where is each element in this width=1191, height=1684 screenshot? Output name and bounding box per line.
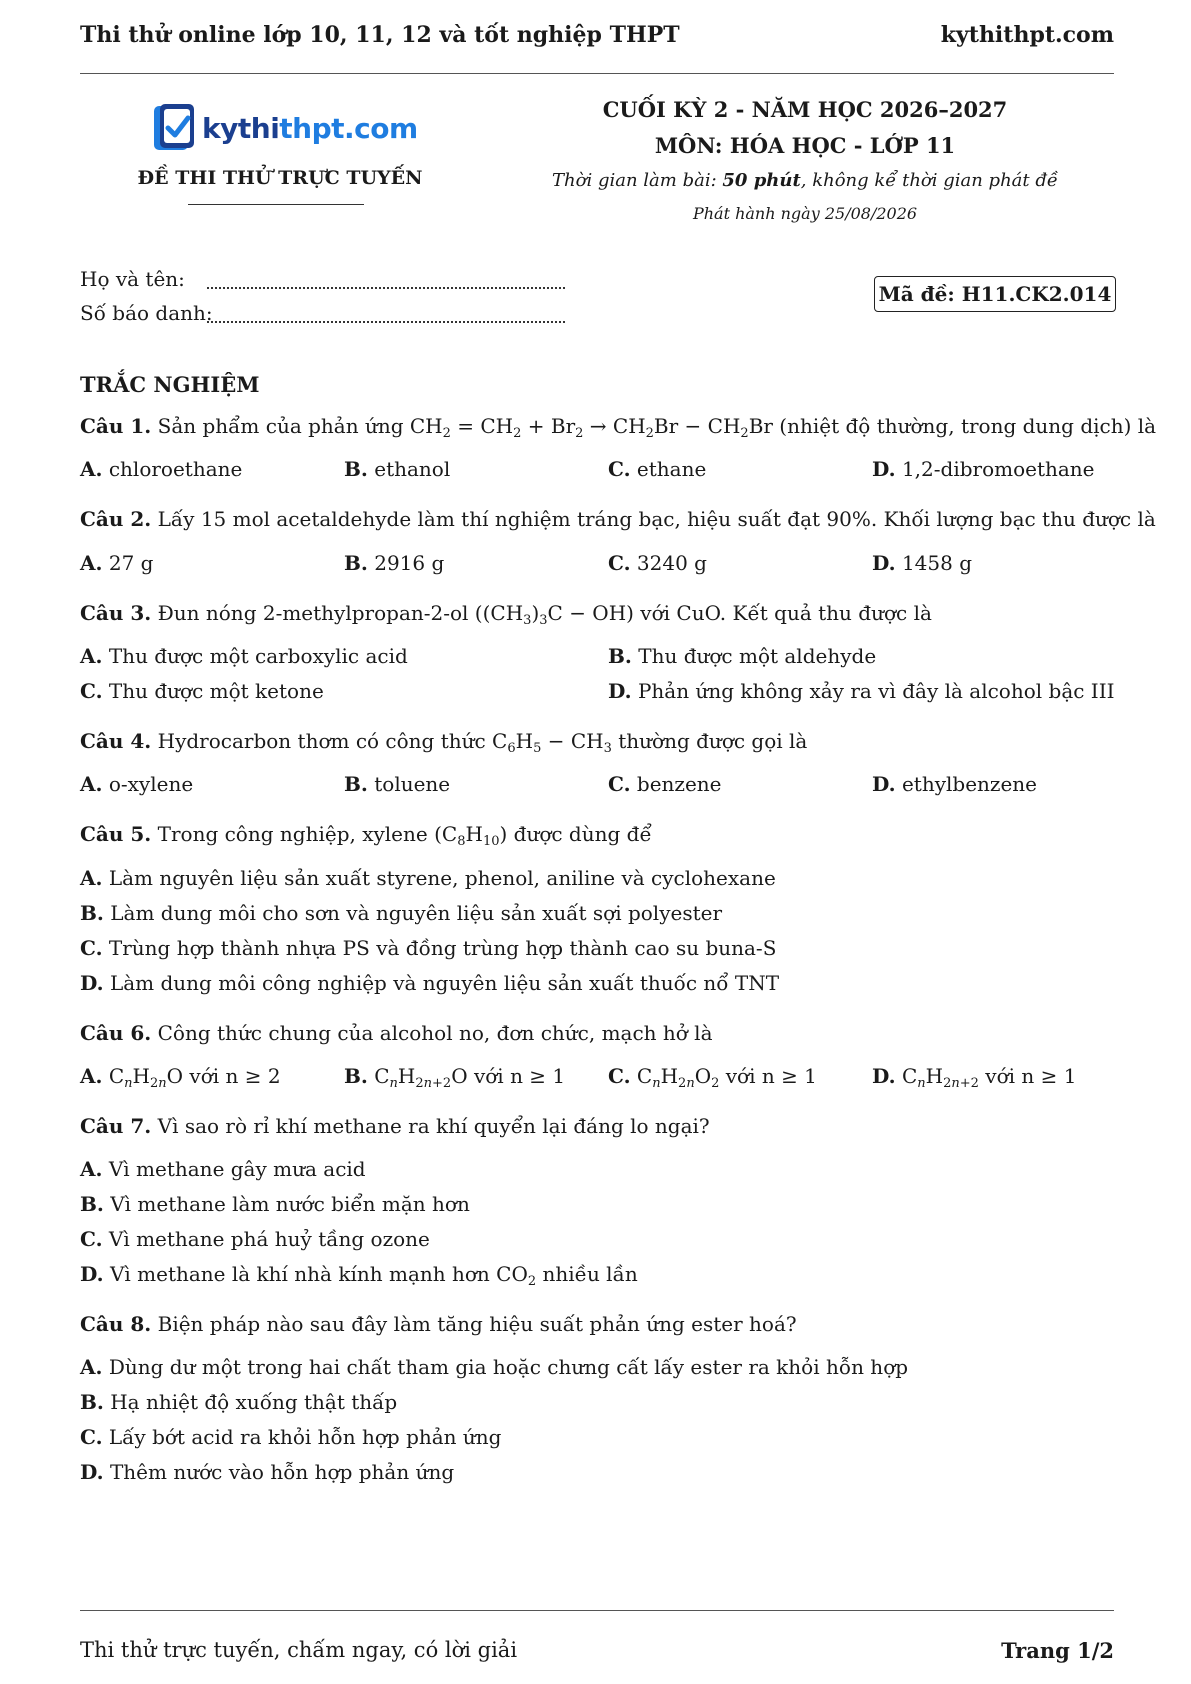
q1-option-b[interactable]: B. ethanol (344, 457, 451, 481)
subtitle-underline (188, 204, 364, 205)
q4-option-a[interactable]: A. o-xylene (80, 772, 194, 796)
exam-subject: MÔN: HÓA HỌC - LỚP 11 (654, 133, 956, 158)
id-label: Số báo danh: (80, 301, 213, 325)
check-document-icon (150, 102, 200, 156)
exam-time: Thời gian làm bài: 50 phút, không kể thời gian phát đề (552, 170, 1058, 191)
header-rule (80, 73, 1114, 74)
question-4: Câu 4. Hydrocarbon thơm có công thức $C_6H_5 - CH_3$ thường được gọi là (80, 729, 808, 756)
q2-option-b[interactable]: B. 2916 g (344, 551, 445, 575)
q7-option-d[interactable]: D. Vì methane là khí nhà kính mạnh hơn $CO_2$ nhiều lần (80, 1262, 638, 1289)
question-7: Câu 7. Vì sao rò rỉ khí methane ra khí quyển lại đáng lo ngại? (80, 1114, 710, 1138)
q4-option-c[interactable]: C. benzene (608, 772, 722, 796)
q8-option-d[interactable]: D. Thêm nước vào hỗn hợp phản ứng (80, 1460, 455, 1484)
q5-option-c[interactable]: C. Trùng hợp thành nhựa PS và đồng trùng hợp thành cao su buna-S (80, 936, 777, 960)
section-title: TRẮC NGHIỆM (80, 372, 260, 397)
q1-option-d[interactable]: D. 1,2-dibromoethane (872, 457, 1095, 481)
q5-option-a[interactable]: A. Làm nguyên liệu sản xuất styrene, phenol, aniline và cyclohexane (80, 866, 776, 890)
logo-text-main: kythi (202, 112, 280, 145)
question-2: Câu 2. Lấy 15 mol acetaldehyde làm thí nghiệm tráng bạc, hiệu suất đạt 90%. Khối lượng bạc thu được là (80, 507, 1156, 531)
q8-option-c[interactable]: C. Lấy bớt acid ra khỏi hỗn hợp phản ứng (80, 1425, 502, 1449)
header-site[interactable]: kythithpt.com (940, 22, 1114, 48)
header-title: Thi thử online lớp 10, 11, 12 và tốt nghiệp THPT (80, 22, 680, 48)
footer-rule (80, 1610, 1114, 1611)
q7-option-c[interactable]: C. Vì methane phá huỷ tầng ozone (80, 1227, 430, 1251)
page-number: Trang 1/2 (1001, 1638, 1114, 1663)
name-label: Họ và tên: (80, 267, 185, 291)
exam-release: Phát hành ngày 25/08/2026 (692, 204, 918, 223)
q4-option-d[interactable]: D. ethylbenzene (872, 772, 1038, 796)
question-5: Câu 5. Trong công nghiệp, xylene $(C_8H_{10})$ được dùng để (80, 822, 652, 849)
q3-option-c[interactable]: C. Thu được một ketone (80, 679, 324, 703)
q3-option-d[interactable]: D. Phản ứng không xảy ra vì đây là alcohol bậc III (608, 679, 1115, 703)
q7-option-a[interactable]: A. Vì methane gây mưa acid (80, 1157, 366, 1181)
q2-option-d[interactable]: D. 1458 g (872, 551, 973, 575)
q8-option-b[interactable]: B. Hạ nhiệt độ xuống thật thấp (80, 1390, 398, 1414)
footer-tagline: Thi thử trực tuyến, chấm ngay, có lời giải (80, 1638, 518, 1662)
exam-term: CUỐI KỲ 2 - NĂM HỌC 2026–2027 (602, 97, 1008, 122)
question-6: Câu 6. Công thức chung của alcohol no, đơn chức, mạch hở là (80, 1021, 713, 1045)
q5-option-d[interactable]: D. Làm dung môi công nghiệp và nguyên liệu sản xuất thuốc nổ TNT (80, 971, 780, 995)
q6-option-b[interactable]: B. $C_nH_{2n+2}O$ với n ≥ 1 (344, 1064, 566, 1091)
name-field[interactable] (207, 286, 565, 289)
site-logo[interactable] (150, 100, 418, 160)
logo-text-accent: thpt.com (279, 112, 418, 145)
question-3: Câu 3. Đun nóng 2-methylpropan-2-ol $((CH_3)_3C - OH)$ với CuO. Kết quả thu được là (80, 601, 932, 628)
q1-option-a[interactable]: A. chloroethane (80, 457, 243, 481)
q5-option-b[interactable]: B. Làm dung môi cho sơn và nguyên liệu sản xuất sợi polyester (80, 901, 723, 925)
question-8: Câu 8. Biện pháp nào sau đây làm tăng hiệu suất phản ứng ester hoá? (80, 1312, 797, 1336)
q8-option-a[interactable]: A. Dùng dư một trong hai chất tham gia hoặc chưng cất lấy ester ra khỏi hỗn hợp (80, 1355, 909, 1379)
q7-option-b[interactable]: B. Vì methane làm nước biển mặn hơn (80, 1192, 470, 1216)
question-1: Câu 1. Sản phẩm của phản ứng $CH_2 = CH_2 + Br_2 \to CH_2Br - CH_2Br$ (nhiệt độ thường, trong dung dịch) là (80, 414, 1157, 441)
q2-option-c[interactable]: C. 3240 g (608, 551, 707, 575)
q3-option-a[interactable]: A. Thu được một carboxylic acid (80, 644, 408, 668)
q2-option-a[interactable]: A. 27 g (80, 551, 154, 575)
q6-option-d[interactable]: D. $C_nH_{2n+2}$ với n ≥ 1 (872, 1064, 1077, 1091)
subtitle: ĐỀ THI THỬ TRỰC TUYẾN (137, 167, 423, 189)
q6-option-a[interactable]: A. $C_nH_{2n}O$ với n ≥ 2 (80, 1064, 281, 1091)
q1-option-c[interactable]: C. ethane (608, 457, 707, 481)
q6-option-c[interactable]: C. $C_nH_{2n}O_2$ với n ≥ 1 (608, 1064, 817, 1091)
q4-option-b[interactable]: B. toluene (344, 772, 451, 796)
exam-code-badge: Mã đề: H11.CK2.014 (874, 276, 1116, 312)
q3-option-b[interactable]: B. Thu được một aldehyde (608, 644, 877, 668)
id-field[interactable] (207, 320, 565, 323)
